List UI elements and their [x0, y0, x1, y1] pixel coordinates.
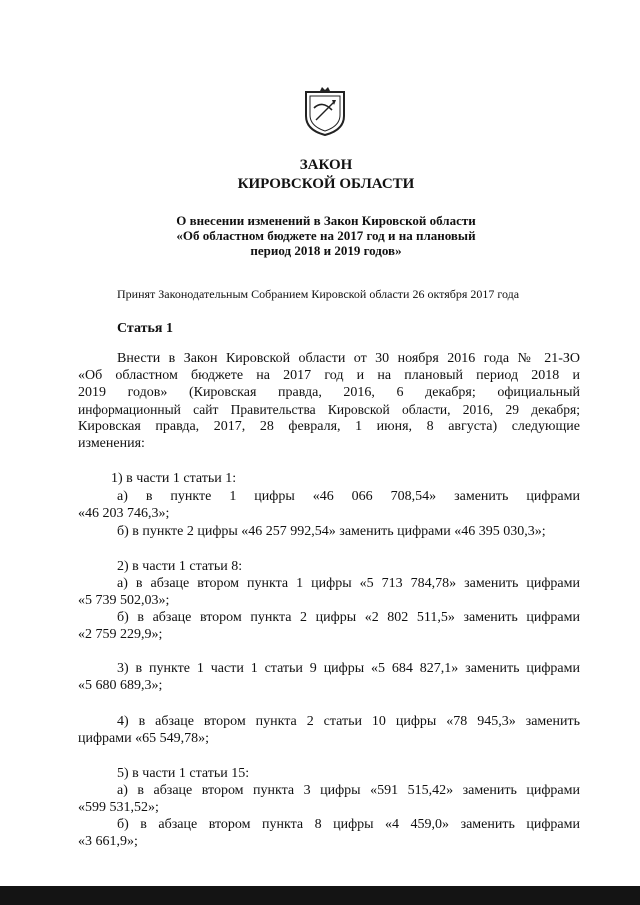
list-item-line: 3) в пункте 1 части 1 статьи 9 цифры «5 684 827,1» заменить цифрами: [117, 661, 580, 676]
list-item-line: «46 203 746,3»;: [78, 506, 170, 521]
law-title: ЗАКОН: [299, 157, 353, 173]
list-item-line: цифрами «65 549,78»;: [78, 731, 210, 746]
law-subtitle-line: период 2018 и 2019 годов»: [250, 243, 402, 258]
paragraph-line: изменения:: [78, 436, 145, 451]
list-item-line: 4) в абзаце втором пункта 2 статьи 10 цифры «78 945,3» заменить: [117, 714, 580, 729]
list-item-line: «3 661,9»;: [78, 834, 138, 849]
law-subtitle-line: «Об областном бюджете на 2017 год и на плановый: [176, 228, 476, 243]
list-item-line: «2 759 229,9»;: [78, 627, 163, 642]
list-item-heading: 2) в части 1 статьи 8:: [117, 559, 243, 574]
law-subtitle-line: О внесении изменений в Закон Кировской области: [176, 213, 476, 228]
law-region-title: КИРОВСКОЙ ОБЛАСТИ: [237, 176, 415, 192]
article-heading: Статья 1: [117, 321, 173, 336]
paragraph-line: «Об областном бюджете на 2017 год и на плановый период 2018 и: [78, 368, 580, 383]
list-item-line: «5 739 502,03»;: [78, 593, 170, 608]
list-item-line: а) в абзаце втором пункта 1 цифры «5 713 784,78» заменить цифрами: [117, 576, 580, 591]
list-item-line: б) в абзаце втором пункта 8 цифры «4 459,0» заменить цифрами: [117, 817, 580, 832]
list-item-line: «599 531,52»;: [78, 800, 159, 815]
coat-of-arms-icon: [302, 86, 348, 136]
list-item-line: а) в абзаце втором пункта 3 цифры «591 515,42» заменить цифрами: [117, 783, 580, 798]
list-item-line: б) в абзаце втором пункта 2 цифры «2 802 511,5» заменить цифрами: [117, 610, 580, 625]
paragraph-line: Внести в Закон Кировской области от 30 ноября 2016 года № 21-ЗО: [117, 351, 580, 366]
adoption-note: Принят Законодательным Собранием Кировской области 26 октября 2017 года: [117, 287, 520, 301]
list-item-line: а) в пункте 1 цифры «46 066 708,54» заменить цифрами: [117, 489, 580, 504]
scan-bottom-edge: [0, 886, 640, 905]
list-item-line: б) в пункте 2 цифры «46 257 992,54» заменить цифрами «46 395 030,3»;: [117, 524, 546, 539]
list-item-line: «5 680 689,3»;: [78, 678, 163, 693]
list-item-heading: 1) в части 1 статьи 1:: [111, 471, 237, 486]
paragraph-line: информационный сайт Правительства Кировской области, 2016, 29 декабря;: [78, 402, 580, 417]
paragraph-line: Кировская правда, 2017, 28 февраля, 1 июня, 8 августа) следующие: [78, 419, 580, 434]
list-item-heading: 5) в части 1 статьи 15:: [117, 766, 250, 781]
paragraph-line: 2019 годов» (Кировская правда, 2016, 6 декабря; официальный: [78, 385, 580, 400]
